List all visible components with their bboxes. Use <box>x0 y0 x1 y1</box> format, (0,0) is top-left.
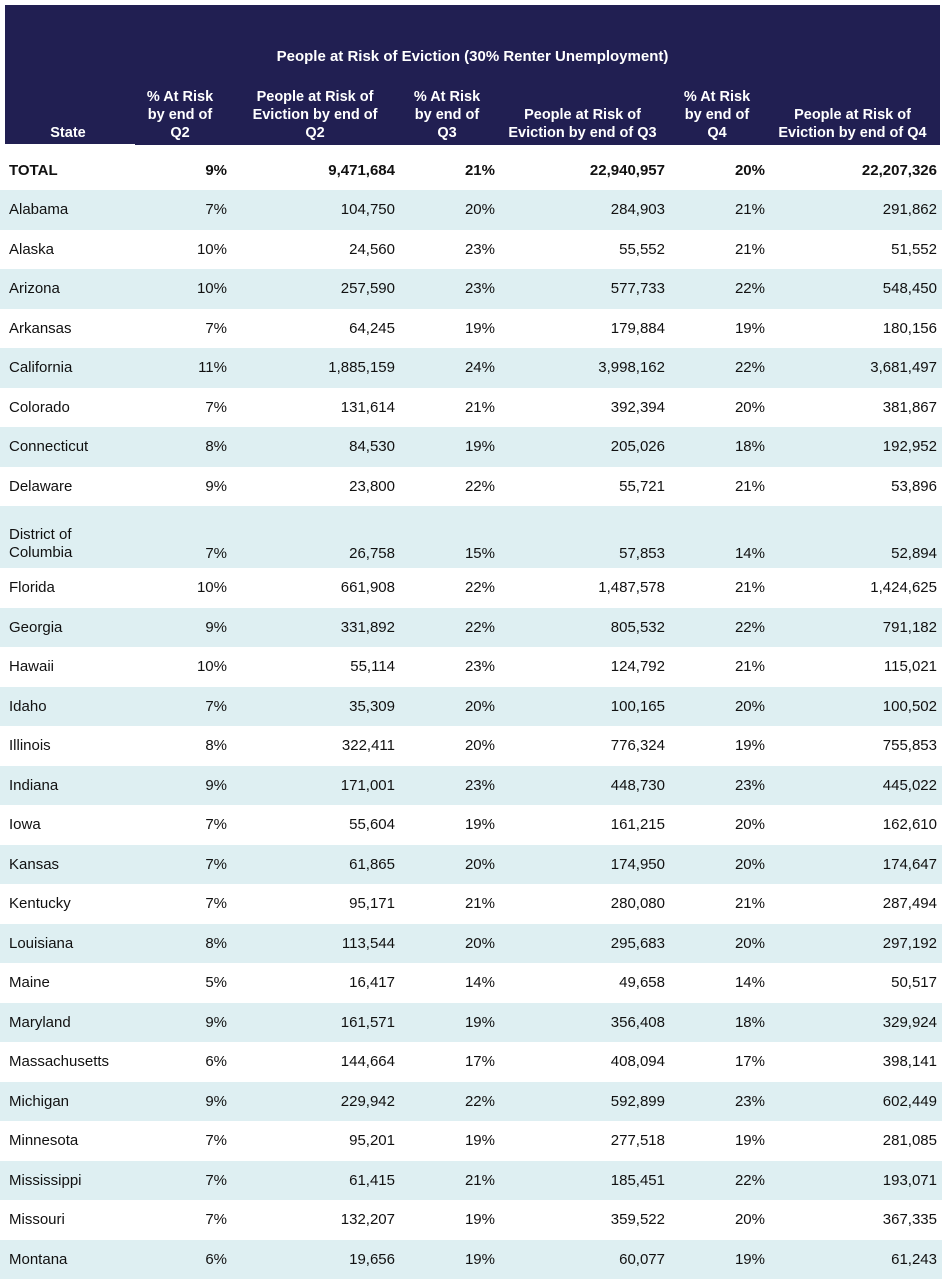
value-cell: 132,207 <box>232 1200 400 1240</box>
value-cell: 49,658 <box>500 963 670 1003</box>
value-cell: 17% <box>400 1042 500 1082</box>
value-cell: 22% <box>400 568 500 608</box>
state-name-cell: Montana <box>0 1240 140 1279</box>
state-name-cell: Massachusetts <box>0 1042 140 1082</box>
value-cell: 19% <box>400 309 500 349</box>
table-row <box>0 963 942 1003</box>
value-cell: 55,552 <box>500 230 670 270</box>
value-cell: 22% <box>670 1161 770 1201</box>
table-row <box>0 230 942 270</box>
value-cell: 10% <box>140 230 232 270</box>
value-cell: 15% <box>400 506 500 568</box>
table-title: People at Risk of Eviction (30% Renter Unemployment) <box>5 48 940 65</box>
value-cell: 22% <box>400 467 500 507</box>
value-cell: 52,894 <box>770 506 942 568</box>
value-cell: 284,903 <box>500 190 670 230</box>
value-cell: 162,610 <box>770 805 942 845</box>
value-cell: 61,243 <box>770 1240 942 1279</box>
value-cell: 23% <box>400 230 500 270</box>
state-name-cell: Kansas <box>0 845 140 885</box>
value-cell: 21% <box>670 884 770 924</box>
value-cell: 398,141 <box>770 1042 942 1082</box>
state-name-cell: District of Columbia <box>0 506 140 568</box>
value-cell: 23% <box>400 269 500 309</box>
table-row <box>0 427 942 467</box>
total-cell: 9% <box>140 150 232 190</box>
value-cell: 23% <box>670 1082 770 1122</box>
value-cell: 11% <box>140 348 232 388</box>
table-row <box>0 467 942 507</box>
table-row <box>0 506 942 568</box>
table-row <box>0 766 942 806</box>
value-cell: 805,532 <box>500 608 670 648</box>
value-cell: 331,892 <box>232 608 400 648</box>
table-row <box>0 1161 942 1201</box>
value-cell: 280,080 <box>500 884 670 924</box>
value-cell: 7% <box>140 845 232 885</box>
value-cell: 548,450 <box>770 269 942 309</box>
value-cell: 100,165 <box>500 687 670 727</box>
value-cell: 9% <box>140 1003 232 1043</box>
value-cell: 21% <box>400 884 500 924</box>
header-pct-q2: % At Risk by end of Q2 <box>135 88 225 142</box>
value-cell: 8% <box>140 924 232 964</box>
value-cell: 20% <box>670 687 770 727</box>
value-cell: 22% <box>670 269 770 309</box>
total-cell: 22,940,957 <box>500 150 670 190</box>
table-row <box>0 1042 942 1082</box>
table-row <box>0 726 942 766</box>
value-cell: 22% <box>670 348 770 388</box>
value-cell: 287,494 <box>770 884 942 924</box>
value-cell: 50,517 <box>770 963 942 1003</box>
value-cell: 19% <box>670 309 770 349</box>
state-name-cell: Florida <box>0 568 140 608</box>
value-cell: 161,215 <box>500 805 670 845</box>
value-cell: 57,853 <box>500 506 670 568</box>
value-cell: 23,800 <box>232 467 400 507</box>
table-row <box>0 924 942 964</box>
value-cell: 21% <box>400 388 500 428</box>
value-cell: 592,899 <box>500 1082 670 1122</box>
value-cell: 1,885,159 <box>232 348 400 388</box>
value-cell: 392,394 <box>500 388 670 428</box>
value-cell: 22% <box>670 608 770 648</box>
state-name-cell: Missouri <box>0 1200 140 1240</box>
table-row <box>0 1200 942 1240</box>
total-cell: 21% <box>400 150 500 190</box>
value-cell: 20% <box>670 388 770 428</box>
value-cell: 408,094 <box>500 1042 670 1082</box>
value-cell: 60,077 <box>500 1240 670 1279</box>
header-underline <box>5 144 135 146</box>
state-name-cell: Connecticut <box>0 427 140 467</box>
table-row <box>0 1082 942 1122</box>
value-cell: 20% <box>400 190 500 230</box>
value-cell: 51,552 <box>770 230 942 270</box>
value-cell: 21% <box>670 190 770 230</box>
value-cell: 448,730 <box>500 766 670 806</box>
state-name-cell: Arkansas <box>0 309 140 349</box>
value-cell: 445,022 <box>770 766 942 806</box>
value-cell: 22% <box>400 1082 500 1122</box>
table-row <box>0 348 942 388</box>
value-cell: 23% <box>670 766 770 806</box>
value-cell: 3,681,497 <box>770 348 942 388</box>
table-header <box>5 5 940 145</box>
state-name-cell: Alaska <box>0 230 140 270</box>
header-people-q3: People at Risk of Eviction by end of Q3 <box>495 106 670 142</box>
value-cell: 174,950 <box>500 845 670 885</box>
table-row <box>0 845 942 885</box>
total-cell: 22,207,326 <box>770 150 942 190</box>
state-name-cell: Indiana <box>0 766 140 806</box>
value-cell: 7% <box>140 1161 232 1201</box>
total-cell: 20% <box>670 150 770 190</box>
value-cell: 17% <box>670 1042 770 1082</box>
table-row <box>0 1003 942 1043</box>
value-cell: 322,411 <box>232 726 400 766</box>
value-cell: 24,560 <box>232 230 400 270</box>
value-cell: 791,182 <box>770 608 942 648</box>
header-people-q2: People at Risk of Eviction by end of Q2 <box>235 88 395 142</box>
value-cell: 19% <box>670 726 770 766</box>
value-cell: 113,544 <box>232 924 400 964</box>
state-name-cell: Arizona <box>0 269 140 309</box>
state-name-cell: Georgia <box>0 608 140 648</box>
value-cell: 19% <box>400 1240 500 1279</box>
table-row <box>0 309 942 349</box>
state-name-cell: Hawaii <box>0 647 140 687</box>
state-name-cell: Alabama <box>0 190 140 230</box>
total-label: TOTAL <box>0 150 140 190</box>
value-cell: 8% <box>140 427 232 467</box>
value-cell: 21% <box>670 568 770 608</box>
value-cell: 7% <box>140 1121 232 1161</box>
value-cell: 19% <box>400 427 500 467</box>
table-row <box>0 1121 942 1161</box>
state-name-cell: Iowa <box>0 805 140 845</box>
value-cell: 229,942 <box>232 1082 400 1122</box>
value-cell: 20% <box>670 924 770 964</box>
value-cell: 193,071 <box>770 1161 942 1201</box>
value-cell: 171,001 <box>232 766 400 806</box>
value-cell: 367,335 <box>770 1200 942 1240</box>
value-cell: 192,952 <box>770 427 942 467</box>
value-cell: 291,862 <box>770 190 942 230</box>
state-name-cell: Minnesota <box>0 1121 140 1161</box>
value-cell: 10% <box>140 647 232 687</box>
header-pct-q4: % At Risk by end of Q4 <box>672 88 762 142</box>
value-cell: 7% <box>140 1200 232 1240</box>
value-cell: 3,998,162 <box>500 348 670 388</box>
value-cell: 95,171 <box>232 884 400 924</box>
value-cell: 35,309 <box>232 687 400 727</box>
table-row <box>0 1240 942 1279</box>
value-cell: 9% <box>140 467 232 507</box>
value-cell: 19% <box>400 1003 500 1043</box>
value-cell: 20% <box>400 687 500 727</box>
value-cell: 22% <box>400 608 500 648</box>
table-body <box>0 150 942 1279</box>
value-cell: 257,590 <box>232 269 400 309</box>
value-cell: 329,924 <box>770 1003 942 1043</box>
value-cell: 295,683 <box>500 924 670 964</box>
value-cell: 602,449 <box>770 1082 942 1122</box>
value-cell: 7% <box>140 687 232 727</box>
value-cell: 755,853 <box>770 726 942 766</box>
value-cell: 55,604 <box>232 805 400 845</box>
value-cell: 55,114 <box>232 647 400 687</box>
value-cell: 19% <box>400 805 500 845</box>
state-name-cell: Mississippi <box>0 1161 140 1201</box>
value-cell: 64,245 <box>232 309 400 349</box>
value-cell: 61,865 <box>232 845 400 885</box>
state-name-cell: Maryland <box>0 1003 140 1043</box>
value-cell: 776,324 <box>500 726 670 766</box>
value-cell: 10% <box>140 568 232 608</box>
value-cell: 23% <box>400 766 500 806</box>
value-cell: 20% <box>400 726 500 766</box>
value-cell: 205,026 <box>500 427 670 467</box>
value-cell: 14% <box>670 506 770 568</box>
value-cell: 20% <box>670 1200 770 1240</box>
value-cell: 124,792 <box>500 647 670 687</box>
value-cell: 20% <box>670 805 770 845</box>
table-row <box>0 568 942 608</box>
state-name-cell: Michigan <box>0 1082 140 1122</box>
value-cell: 21% <box>400 1161 500 1201</box>
value-cell: 14% <box>400 963 500 1003</box>
table-row <box>0 884 942 924</box>
value-cell: 21% <box>670 467 770 507</box>
value-cell: 661,908 <box>232 568 400 608</box>
value-cell: 19% <box>400 1121 500 1161</box>
value-cell: 185,451 <box>500 1161 670 1201</box>
value-cell: 6% <box>140 1042 232 1082</box>
value-cell: 7% <box>140 805 232 845</box>
total-row <box>0 150 942 190</box>
value-cell: 19% <box>670 1240 770 1279</box>
value-cell: 180,156 <box>770 309 942 349</box>
value-cell: 281,085 <box>770 1121 942 1161</box>
value-cell: 9% <box>140 608 232 648</box>
value-cell: 277,518 <box>500 1121 670 1161</box>
value-cell: 18% <box>670 1003 770 1043</box>
value-cell: 9% <box>140 1082 232 1122</box>
value-cell: 359,522 <box>500 1200 670 1240</box>
table-row <box>0 608 942 648</box>
value-cell: 61,415 <box>232 1161 400 1201</box>
value-cell: 7% <box>140 506 232 568</box>
header-people-q4: People at Risk of Eviction by end of Q4 <box>765 106 940 142</box>
value-cell: 55,721 <box>500 467 670 507</box>
eviction-table-container <box>0 0 942 140</box>
state-name-cell: Delaware <box>0 467 140 507</box>
state-name-cell: Idaho <box>0 687 140 727</box>
value-cell: 179,884 <box>500 309 670 349</box>
table-row <box>0 687 942 727</box>
value-cell: 5% <box>140 963 232 1003</box>
table-row <box>0 269 942 309</box>
value-cell: 131,614 <box>232 388 400 428</box>
header-pct-q3: % At Risk by end of Q3 <box>402 88 492 142</box>
value-cell: 577,733 <box>500 269 670 309</box>
value-cell: 356,408 <box>500 1003 670 1043</box>
value-cell: 7% <box>140 309 232 349</box>
value-cell: 174,647 <box>770 845 942 885</box>
value-cell: 381,867 <box>770 388 942 428</box>
state-name-cell: Kentucky <box>0 884 140 924</box>
value-cell: 26,758 <box>232 506 400 568</box>
value-cell: 16,417 <box>232 963 400 1003</box>
value-cell: 104,750 <box>232 190 400 230</box>
value-cell: 100,502 <box>770 687 942 727</box>
value-cell: 21% <box>670 230 770 270</box>
value-cell: 9% <box>140 766 232 806</box>
total-cell: 9,471,684 <box>232 150 400 190</box>
state-name-cell: Maine <box>0 963 140 1003</box>
state-name-cell: Illinois <box>0 726 140 766</box>
value-cell: 20% <box>400 845 500 885</box>
value-cell: 7% <box>140 884 232 924</box>
value-cell: 19% <box>400 1200 500 1240</box>
table-row <box>0 388 942 428</box>
table-row <box>0 647 942 687</box>
value-cell: 20% <box>400 924 500 964</box>
value-cell: 84,530 <box>232 427 400 467</box>
value-cell: 7% <box>140 388 232 428</box>
state-name-cell: California <box>0 348 140 388</box>
header-state: State <box>28 124 108 142</box>
value-cell: 53,896 <box>770 467 942 507</box>
value-cell: 95,201 <box>232 1121 400 1161</box>
value-cell: 1,487,578 <box>500 568 670 608</box>
data-table <box>0 150 942 1279</box>
value-cell: 144,664 <box>232 1042 400 1082</box>
value-cell: 24% <box>400 348 500 388</box>
value-cell: 21% <box>670 647 770 687</box>
value-cell: 14% <box>670 963 770 1003</box>
value-cell: 115,021 <box>770 647 942 687</box>
value-cell: 297,192 <box>770 924 942 964</box>
value-cell: 7% <box>140 190 232 230</box>
value-cell: 18% <box>670 427 770 467</box>
value-cell: 20% <box>670 845 770 885</box>
value-cell: 8% <box>140 726 232 766</box>
value-cell: 6% <box>140 1240 232 1279</box>
state-name-cell: Colorado <box>0 388 140 428</box>
state-name-cell: Louisiana <box>0 924 140 964</box>
table-row <box>0 805 942 845</box>
value-cell: 10% <box>140 269 232 309</box>
value-cell: 19% <box>670 1121 770 1161</box>
value-cell: 19,656 <box>232 1240 400 1279</box>
table-row <box>0 190 942 230</box>
value-cell: 23% <box>400 647 500 687</box>
value-cell: 1,424,625 <box>770 568 942 608</box>
value-cell: 161,571 <box>232 1003 400 1043</box>
